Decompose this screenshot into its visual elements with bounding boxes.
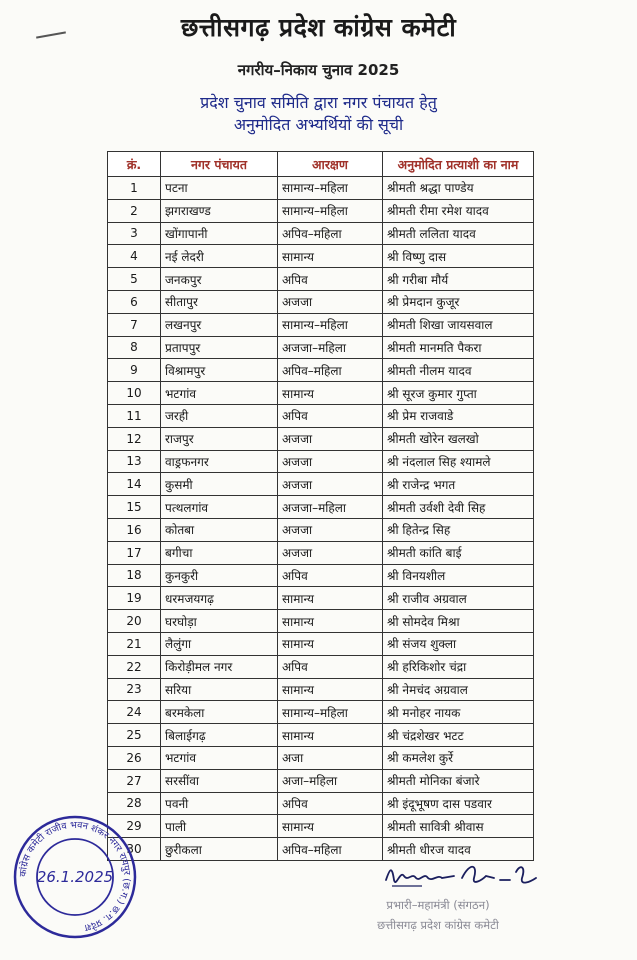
cell-nagar-panchayat: कुसमी [161, 473, 278, 496]
cell-reservation: सामान्य [278, 610, 383, 633]
table-row [108, 450, 534, 473]
cell-nagar-panchayat: राजपुर [161, 427, 278, 450]
cell-reservation: अपिव [278, 404, 383, 427]
cell-serial: 20 [108, 610, 161, 633]
cell-serial: 29 [108, 815, 161, 838]
cell-nagar-panchayat: झगराखण्ड [161, 199, 278, 222]
cell-nagar-panchayat: सरसींवा [161, 769, 278, 792]
description-line-2: अनुमोदित अभ्यर्थियों की सूची [233, 115, 404, 134]
table-header-row [108, 152, 534, 177]
cell-serial: 7 [108, 313, 161, 336]
cell-candidate: श्रीमती मोनिका बंजारे [383, 769, 534, 792]
cell-reservation: अपिव [278, 655, 383, 678]
cell-reservation: अजजा [278, 290, 383, 313]
table-row [108, 496, 534, 519]
table-row [108, 245, 534, 268]
cell-candidate: श्री इंदूभूषण दास पडवार [383, 792, 534, 815]
cell-candidate: श्रीमती सावित्री श्रीवास [383, 815, 534, 838]
cell-serial: 11 [108, 404, 161, 427]
cell-nagar-panchayat: बरमकेला [161, 701, 278, 724]
cell-nagar-panchayat: खोंगापानी [161, 222, 278, 245]
cell-candidate: श्री संजय शुक्ला [383, 632, 534, 655]
table-row [108, 222, 534, 245]
table-row [108, 541, 534, 564]
cell-nagar-panchayat: जनकपुर [161, 268, 278, 291]
cell-reservation: सामान्य–महिला [278, 177, 383, 200]
header-candidate: अनुमोदित प्रत्याशी का नाम [383, 152, 534, 177]
table-body [108, 177, 534, 861]
cell-reservation: अजजा [278, 518, 383, 541]
cell-candidate: श्रीमती खोरेन खलखो [383, 427, 534, 450]
cell-reservation: सामान्य–महिला [278, 313, 383, 336]
cell-reservation: सामान्य [278, 678, 383, 701]
cell-reservation: सामान्य [278, 587, 383, 610]
table-row [108, 199, 534, 222]
cell-candidate: श्री विष्णु दास [383, 245, 534, 268]
cell-reservation: अजजा [278, 427, 383, 450]
cell-reservation: अपिव–महिला [278, 838, 383, 861]
cell-candidate: श्री नेमचंद अग्रवाल [383, 678, 534, 701]
cell-serial: 10 [108, 382, 161, 405]
cell-candidate: श्रीमती मानमति पैकरा [383, 336, 534, 359]
cell-nagar-panchayat: भटगांव [161, 746, 278, 769]
cell-serial: 16 [108, 518, 161, 541]
cell-candidate: श्री हरिकिशोर चंद्रा [383, 655, 534, 678]
table-row [108, 655, 534, 678]
cell-reservation: अजजा [278, 541, 383, 564]
table-row [108, 632, 534, 655]
cell-serial: 12 [108, 427, 161, 450]
table-row [108, 769, 534, 792]
cell-candidate: श्रीमती शिखा जायसवाल [383, 313, 534, 336]
table-row [108, 404, 534, 427]
cell-nagar-panchayat: पवनी [161, 792, 278, 815]
table-row [108, 724, 534, 747]
table-row [108, 382, 534, 405]
cell-reservation: अजजा [278, 473, 383, 496]
signatory-organization: छत्तीसगढ़ प्रदेश कांग्रेस कमेटी [377, 918, 499, 932]
header-nagar-panchayat: नगर पंचायत [161, 152, 278, 177]
cell-serial: 6 [108, 290, 161, 313]
cell-serial: 4 [108, 245, 161, 268]
table-row [108, 359, 534, 382]
signature [382, 858, 542, 894]
table-row [108, 792, 534, 815]
table-row [108, 518, 534, 541]
cell-reservation: अपिव [278, 792, 383, 815]
cell-nagar-panchayat: प्रतापपुर [161, 336, 278, 359]
cell-candidate: श्री हितेन्द्र सिह [383, 518, 534, 541]
cell-serial: 18 [108, 564, 161, 587]
table-row [108, 678, 534, 701]
cell-reservation: अजा–महिला [278, 769, 383, 792]
table-row [108, 838, 534, 861]
cell-nagar-panchayat: जरही [161, 404, 278, 427]
cell-nagar-panchayat: बिलाईगढ़ [161, 724, 278, 747]
cell-candidate: श्री सोमदेव मिश्रा [383, 610, 534, 633]
cell-candidate: श्री प्रेमदान कुजूर [383, 290, 534, 313]
cell-candidate: श्रीमती श्रद्धा पाण्डेय [383, 177, 534, 200]
cell-serial: 23 [108, 678, 161, 701]
cell-serial: 15 [108, 496, 161, 519]
cell-reservation: अपिव [278, 564, 383, 587]
cell-nagar-panchayat: पत्थलगांव [161, 496, 278, 519]
cell-serial: 8 [108, 336, 161, 359]
cell-reservation: सामान्य [278, 724, 383, 747]
description-line-1: प्रदेश चुनाव समिति द्वारा नगर पंचायत हेतु [200, 93, 437, 112]
cell-serial: 19 [108, 587, 161, 610]
cell-serial: 1 [108, 177, 161, 200]
cell-serial: 24 [108, 701, 161, 724]
cell-reservation: सामान्य [278, 245, 383, 268]
cell-serial: 21 [108, 632, 161, 655]
cell-serial: 9 [108, 359, 161, 382]
cell-nagar-panchayat: घरघोड़ा [161, 610, 278, 633]
cell-serial: 3 [108, 222, 161, 245]
table-row [108, 290, 534, 313]
cell-serial: 5 [108, 268, 161, 291]
cell-serial: 2 [108, 199, 161, 222]
table-row [108, 177, 534, 200]
cell-serial: 22 [108, 655, 161, 678]
table-row [108, 473, 534, 496]
candidate-table [107, 151, 534, 861]
cell-nagar-panchayat: पटना [161, 177, 278, 200]
table-row [108, 336, 534, 359]
cell-reservation: सामान्य [278, 815, 383, 838]
cell-candidate: श्री गरीबा मौर्य [383, 268, 534, 291]
header-reservation: आरक्षण [278, 152, 383, 177]
cell-candidate: श्रीमती धीरज यादव [383, 838, 534, 861]
table-row [108, 268, 534, 291]
cell-candidate: श्रीमती ललिता यादव [383, 222, 534, 245]
page-subtitle: नगरीय–निकाय चुनाव 2025 [237, 61, 400, 79]
cell-reservation: अपिव–महिला [278, 222, 383, 245]
cell-nagar-panchayat: बगीचा [161, 541, 278, 564]
cell-nagar-panchayat: विश्रामपुर [161, 359, 278, 382]
cell-reservation: सामान्य [278, 382, 383, 405]
signatory-designation: प्रभारी–महामंत्री (संगठन) [386, 898, 490, 912]
cell-candidate: श्री राजीव अग्रवाल [383, 587, 534, 610]
cell-nagar-panchayat: किरोड़ीमल नगर [161, 655, 278, 678]
header-serial: क्रं. [108, 152, 161, 177]
cell-nagar-panchayat: कोतबा [161, 518, 278, 541]
cell-candidate: श्री मनोहर नायक [383, 701, 534, 724]
cell-candidate: श्री नंदलाल सिह श्यामले [383, 450, 534, 473]
cell-serial: 26 [108, 746, 161, 769]
cell-candidate: श्री प्रेम राजवाडे [383, 404, 534, 427]
cell-candidate: श्री विनयशील [383, 564, 534, 587]
cell-nagar-panchayat: लखनपुर [161, 313, 278, 336]
cell-serial: 17 [108, 541, 161, 564]
table-row [108, 587, 534, 610]
table-row [108, 746, 534, 769]
cell-candidate: श्री राजेन्द्र भगत [383, 473, 534, 496]
cell-reservation: अजजा–महिला [278, 496, 383, 519]
stamp-date: 26.1.2025 [36, 868, 114, 886]
cell-serial: 13 [108, 450, 161, 473]
cell-candidate: श्री चंद्रशेखर भटट [383, 724, 534, 747]
table-row [108, 313, 534, 336]
cell-nagar-panchayat: लैलुंगा [161, 632, 278, 655]
cell-nagar-panchayat: कुनकुरी [161, 564, 278, 587]
cell-candidate: श्रीमती नीलम यादव [383, 359, 534, 382]
cell-nagar-panchayat: सरिया [161, 678, 278, 701]
cell-serial: 28 [108, 792, 161, 815]
cell-serial: 27 [108, 769, 161, 792]
cell-nagar-panchayat: पाली [161, 815, 278, 838]
cell-nagar-panchayat: छुरीकला [161, 838, 278, 861]
table-row [108, 610, 534, 633]
cell-candidate: श्रीमती रीमा रमेश यादव [383, 199, 534, 222]
cell-candidate: श्री सूरज कुमार गुप्ता [383, 382, 534, 405]
cell-candidate: श्रीमती उर्वशी देवी सिह [383, 496, 534, 519]
cell-nagar-panchayat: भटगांव [161, 382, 278, 405]
cell-nagar-panchayat: धरमजयगढ़ [161, 587, 278, 610]
table-row [108, 815, 534, 838]
cell-reservation: अजजा [278, 450, 383, 473]
cell-serial: 30 [108, 838, 161, 861]
cell-reservation: सामान्य–महिला [278, 199, 383, 222]
cell-candidate: श्रीमती कांति बाई [383, 541, 534, 564]
table-row [108, 427, 534, 450]
cell-candidate: श्री कमलेश कुर्रे [383, 746, 534, 769]
page-title: छत्तीसगढ़ प्रदेश कांग्रेस कमेटी [180, 13, 457, 42]
cell-serial: 14 [108, 473, 161, 496]
cell-reservation: सामान्य–महिला [278, 701, 383, 724]
cell-nagar-panchayat: नई लेदरी [161, 245, 278, 268]
cell-reservation: अजजा–महिला [278, 336, 383, 359]
cell-nagar-panchayat: सीतापुर [161, 290, 278, 313]
cell-reservation: अपिव–महिला [278, 359, 383, 382]
table-row [108, 701, 534, 724]
official-seal [10, 812, 140, 942]
cell-nagar-panchayat: वाड्रफनगर [161, 450, 278, 473]
table-row [108, 564, 534, 587]
cell-reservation: अजा [278, 746, 383, 769]
cell-reservation: सामान्य [278, 632, 383, 655]
cell-reservation: अपिव [278, 268, 383, 291]
list-description [0, 92, 637, 136]
cell-serial: 25 [108, 724, 161, 747]
svg-text:कांग्रेस कमेटी राजीव भवन शंकर: कांग्रेस कमेटी राजीव भवन शंकर नगर रायपुर (छ.ग.) छ.ग. प्रदेश [17, 819, 133, 934]
